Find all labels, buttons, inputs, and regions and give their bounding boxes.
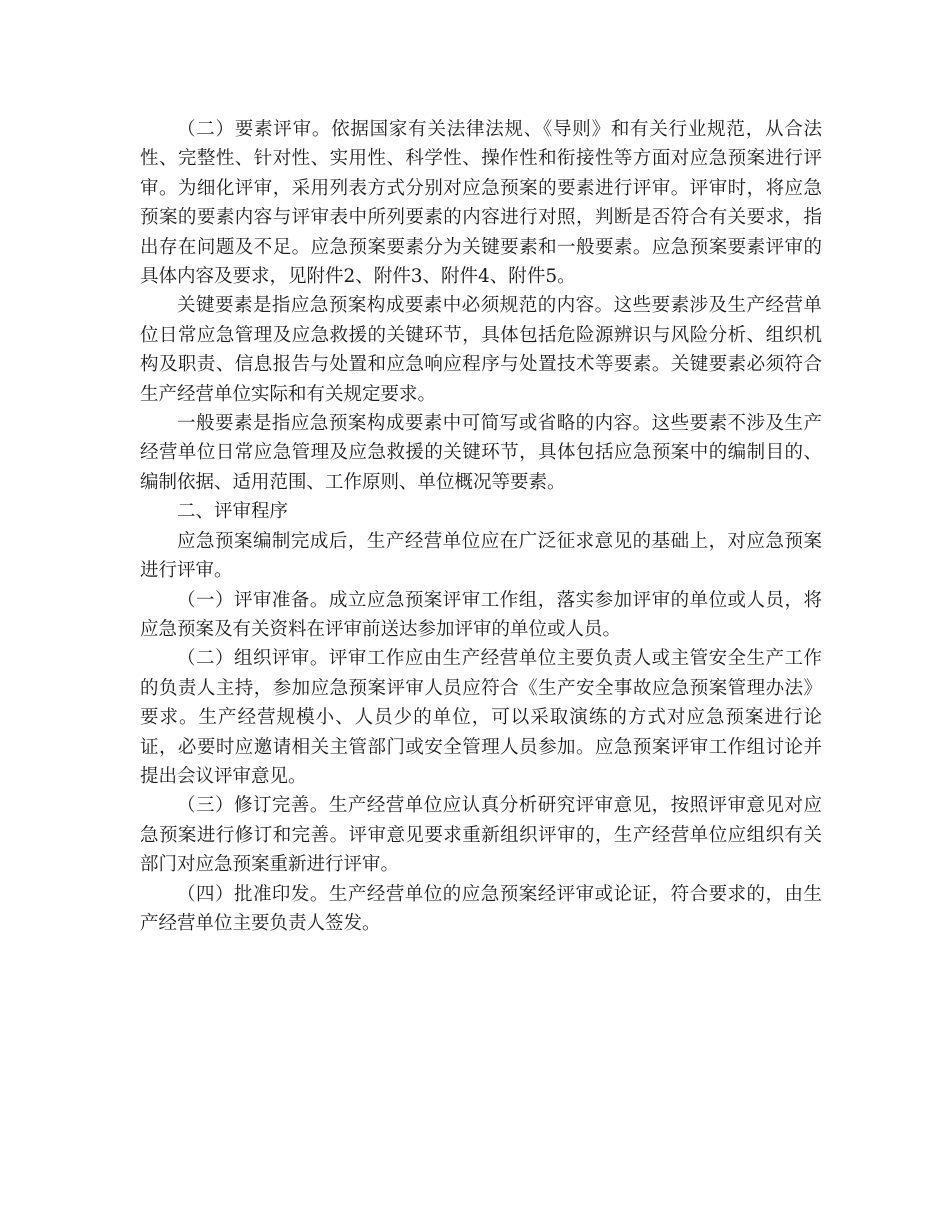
paragraph-general-elements: 一般要素是指应急预案构成要素中可简写或省略的内容。这些要素不涉及生产经营单位日常应急管理及应急救援的关键环节，具体包括应急预案中的编制目的、编制依据、适用范围、工作原则、单位概况等要素。 [140, 413, 822, 493]
paragraph-organize-review: （二）组织评审。评审工作应由生产经营单位主要负责人或主管安全生产工作的负责人主持，参加应急预案评审人员应符合《生产安全事故应急预案管理办法》要求。生产经营规模小、人员少的单位，可以采取演练的方式对应急预案进行论证，必要时应邀请相关主管部门或安全管理人员参加。应急预案评审工作组讨论并提出会议评审意见。 [140, 648, 822, 787]
paragraph-revise-improve: （三）修订完善。生产经营单位应认真分析研究评审意见，按照评审意见对应急预案进行修订和完善。评审意见要求重新组织评审的，生产经营单位应组织有关部门对应急预案重新进行评审。 [140, 795, 822, 876]
section-heading-review-procedure: 二、评审程序 [177, 501, 289, 523]
paragraph-procedure-intro: 应急预案编制完成后，生产经营单位应在广泛征求意见的基础上，对应急预案进行评审。 [140, 530, 822, 582]
paragraph-key-elements: 关键要素是指应急预案构成要素中必须规范的内容。这些要素涉及生产经营单位日常应急管理及应急救援的关键环节，具体包括危险源辨识与风险分析、组织机构及职责、信息报告与处置和应急响应程序与处置技术等要素。关键要素必须符合生产经营单位实际和有关规定要求。 [140, 295, 822, 405]
paragraph-element-review: （二）要素评审。依据国家有关法律法规、《导则》和有关行业规范，从合法性、完整性、针对性、实用性、科学性、操作性和衔接性等方面对应急预案进行评审。为细化评审，采用列表方式分别对应急预案的要素进行评审。评审时，将应急预案的要素内容与评审表中所列要素的内容进行对照，判断是否符合有关要求，指出存在问题及不足。应急预案要素分为关键要素和一般要素。应急预案要素评审的具体内容及要求，见附件2、附件3、附件4、附件5。 [140, 119, 822, 288]
document-body [140, 115, 822, 938]
paragraph-approve-issue: （四）批准印发。生产经营单位的应急预案经评审或论证，符合要求的，由生产经营单位主要负责人签发。 [140, 883, 822, 934]
paragraph-review-preparation: （一）评审准备。成立应急预案评审工作组，落实参加评审的单位或人员，将应急预案及有关资料在评审前送达参加评审的单位或人员。 [140, 589, 822, 640]
